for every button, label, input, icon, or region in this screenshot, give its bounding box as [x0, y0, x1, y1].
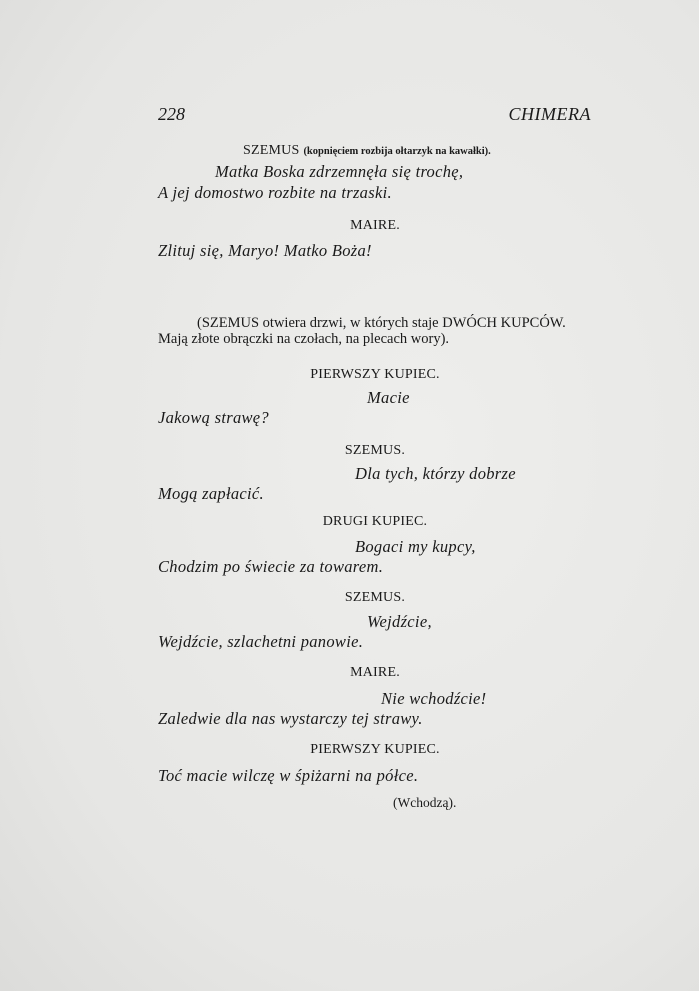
- verse-line: Toć macie wilczę w śpiżarni na półce.: [158, 766, 419, 785]
- speaker-name: DRUGI KUPIEC.: [322, 514, 428, 529]
- verse-line: Matka Boska zdrzemnęła się trochę,: [215, 162, 464, 181]
- verse-line: Zlituj się, Maryo! Matko Boża!: [158, 241, 372, 260]
- stage-direction: (kopnięciem rozbija ołtarzyk na kawałki).: [303, 146, 491, 157]
- speaker-name: PIERWSZY KUPIEC.: [310, 742, 440, 757]
- verse-line: Zaledwie dla nas wystarczy tej strawy.: [158, 709, 423, 728]
- verse-line: Mogą zapłacić.: [158, 484, 264, 503]
- stage-direction: (SZEMUS otwiera drzwi, w których staje DWÓCH KUPCÓW.: [197, 315, 566, 331]
- stage-direction: (Wchodzą).: [393, 795, 457, 810]
- stage-direction: Mają złote obrączki na czołach, na plecach wory).: [158, 331, 450, 347]
- speaker-name: MAIRE.: [350, 218, 400, 233]
- speaker-name: SZEMUS.: [344, 443, 406, 458]
- running-title: CHIMERA: [508, 104, 591, 124]
- verse-line: Dla tych, którzy dobrze: [355, 464, 516, 483]
- verse-line: Chodzim po świecie za towarem.: [158, 557, 384, 576]
- speaker-line: [243, 140, 491, 162]
- speaker-name: SZEMUS.: [344, 590, 406, 605]
- speaker-name: MAIRE.: [350, 665, 400, 680]
- verse-line: Wejdźcie, szlachetni panowie.: [158, 632, 364, 651]
- verse-line: Nie wchodźcie!: [381, 689, 487, 708]
- verse-line: A jej domostwo rozbite na trzaski.: [158, 183, 392, 202]
- speaker-name: SZEMUS: [243, 143, 300, 158]
- verse-line: Wejdźcie,: [367, 612, 432, 631]
- speaker-name: PIERWSZY KUPIEC.: [310, 367, 440, 382]
- verse-line: Bogaci my kupcy,: [355, 537, 476, 556]
- page-number: 228: [158, 104, 185, 124]
- verse-line: Jakową strawę?: [158, 408, 269, 427]
- verse-line: Macie: [367, 388, 410, 407]
